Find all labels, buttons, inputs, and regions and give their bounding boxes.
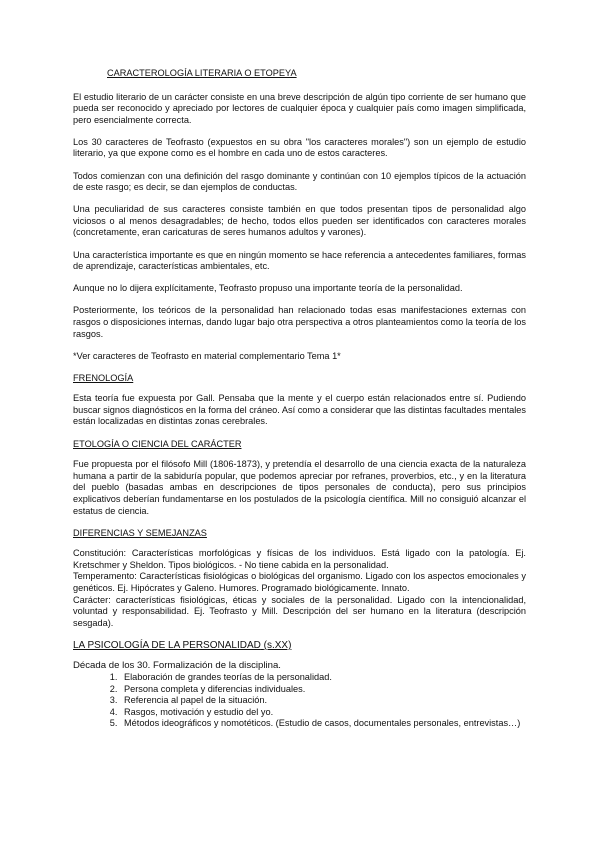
diferencias-heading: DIFERENCIAS Y SEMEJANZAS xyxy=(73,527,207,538)
document-title: CARACTEROLOGÍA LITERARIA O ETOPEYA xyxy=(107,68,297,78)
intro-paragraph-3: Todos comienzan con una definición del rasgo dominante y continúan con 10 ejemplos típicos de la actuación de este rasgo; es decir, se dan ejemplos de conductas. xyxy=(73,170,526,193)
diferencias-temperamento: Temperamento: Características fisiológicas o biológicas del organismo. Ligado con los aspectos emocionales y genéticos. Ej. Hipócrates y Galeno. Humores. Programado biológicamente. Innato. xyxy=(73,571,526,593)
etologia-text: Fue propuesta por el filósofo Mill (1806-1873), y pretendía el desarrollo de una ciencia exacta de la naturaleza humana a partir de la sabiduría popular, que podemos apreciar por refranes, proverbios, etc., y en la literatura del pueblo (basadas ambas en descripciones de tipos personales de conducta), pero sus principios explicativos deberían fundamentarse en los postulados de la psicología científica. Mill no consiguió alcanzar el estatus de ciencia. xyxy=(73,459,526,516)
diferencias-caracter: Carácter: características fisiológicas, éticas y sociales de la personalidad. Ligado con la intencionalidad, voluntad y responsabilidad. Ej. Teofrasto y Mill. Descripción del ser humano en la literatura (descripción sesgada). xyxy=(73,594,526,628)
intro-paragraph-8: *Ver caracteres de Teofrasto en material complementario Tema 1* xyxy=(73,350,341,361)
psicologia-heading-text: LA PSICOLOGÍA DE LA PERSONALIDAD xyxy=(73,639,261,651)
list-item: 5. Métodos ideográficos y nomotéticos. (Estudio de casos, documentales personales, entrevistas…) xyxy=(120,718,526,730)
psicologia-intro: Década de los 30. Formalización de la disciplina. xyxy=(73,660,281,672)
intro-paragraph-7: Posteriormente, los teóricos de la personalidad han relacionado todas esas manifestaciones externas con rasgos o disposiciones internas, dando lugar bajo otra perspectiva a otros planteamientos como la teoría de los rasgos. xyxy=(73,305,527,339)
psicologia-heading xyxy=(73,640,526,652)
intro-paragraph-4: Una peculiaridad de sus caracteres consiste también en que todos presentan tipos de personalidad algo viciosos o al menos desagradables; de hecho, todos ellos pueden ser identificados con caracteres morales (concretamente, eran caricaturas de seres humanos adultos y varones). xyxy=(73,204,526,238)
psicologia-heading-suffix: (s.XX) xyxy=(263,639,292,651)
intro-paragraph-1: El estudio literario de un carácter consiste en una breve descripción de algún tipo corriente de ser humano que pueda ser reconocido y apreciado por lectores de cualquier época y cualquier país como imagen simplificada, pero esencialmente correcta. xyxy=(73,91,526,125)
intro-paragraph-5: Una característica importante es que en ningún momento se hace referencia a antecedentes familiares, formas de aprendizaje, características ambientales, etc. xyxy=(73,249,526,272)
list-item: 3. Referencia al papel de la situación. xyxy=(120,695,526,707)
psicologia-list xyxy=(73,672,526,730)
intro-paragraph-6: Aunque no lo dijera explícitamente, Teofrasto propuso una importante teoría de la personalidad. xyxy=(73,283,463,294)
etologia-heading: ETOLOGÍA O CIENCIA DEL CARÁCTER xyxy=(73,438,242,449)
frenologia-heading: FRENOLOGÍA xyxy=(73,372,134,383)
intro-paragraph-2: Los 30 caracteres de Teofrasto (expuestos en su obra "los caracteres morales") son un ejemplo de estudio literario, ya que expone como es el hombre en cada uno de estos caracteres. xyxy=(73,136,526,159)
diferencias-constitucion: Constitución: Características morfológicas y físicas de los individuos. Está ligado con la patología. Ej. Kretschmer y Sheldon. Tipos biológicos. - No tiene cabida en la personalidad. xyxy=(73,548,526,570)
list-item: 2. Persona completa y diferencias individuales. xyxy=(120,684,526,696)
list-item: 4. Rasgos, motivación y estudio del yo. xyxy=(120,707,526,719)
frenologia-text: Esta teoría fue expuesta por Gall. Pensaba que la mente y el cuerpo están relacionados entre sí. Pudiendo buscar signos diagnósticos en la forma del cráneo. Así como a considerar que las distintas facultades mentales están localizadas en distintas zonas cerebrales. xyxy=(73,393,526,427)
list-item: 1. Elaboración de grandes teorías de la personalidad. xyxy=(120,672,526,684)
